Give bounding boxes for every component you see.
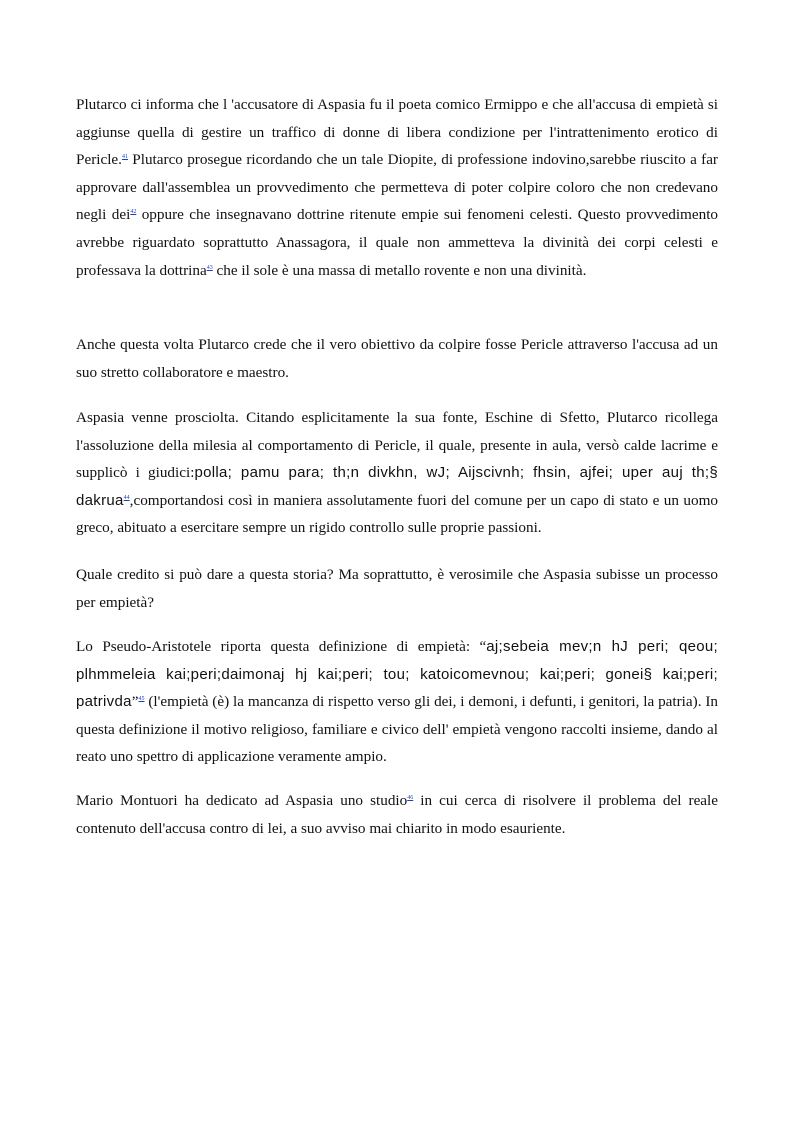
paragraph-text: ”	[131, 693, 139, 711]
footnote-link-45[interactable]: 45	[138, 696, 145, 703]
paragraph-text: che il sole è una massa di metallo rovente e non una divinità.	[212, 261, 587, 279]
paragraph-2	[76, 331, 718, 386]
paragraph-text: Plutarco prosegue ricordando che un tale Diopite, di professione indovino,sarebbe riuscito a far approvare dall'assemblea un provvedimento che permetteva di poter colpire coloro che non credevano negli dei	[76, 151, 718, 224]
greek-quote: polla; pamu para; th;n divkhn, wJ; Aijscivnh; fhsin, ajfei; uper auj th;§ dakrua	[76, 464, 719, 509]
footnote-link-41[interactable]: 41	[121, 154, 128, 161]
paragraph-6	[76, 787, 718, 842]
footnote-link-46[interactable]: 46	[407, 794, 414, 801]
paragraph-text: Quale credito si può dare a questa storia? Ma soprattutto, è verosimile che Aspasia subisse un processo per empietà?	[76, 566, 718, 611]
paragraph-text: oppure che insegnavano dottrine ritenute empie sui fenomeni celesti. Questo provvedimento avrebbe riguardato soprattutto Anassagora, il quale non ammetteva la divinità dei corpi celesti e professava la dottrina	[76, 206, 719, 279]
paragraph-text: Anche questa volta Plutarco crede che il vero obiettivo da colpire fosse Pericle attraverso l'accusa ad un suo stretto collaboratore e maestro.	[76, 336, 718, 381]
paragraph-5	[76, 633, 718, 771]
paragraph-4	[76, 561, 718, 616]
paragraph-text: in cui cerca di risolvere il problema del reale contenuto dell'accusa contro di lei, a suo avviso mai chiarito in modo esauriente.	[76, 792, 719, 837]
footnote-link-43[interactable]: 43	[206, 264, 213, 271]
paragraph-1	[76, 91, 718, 284]
paragraph-text: (l'empietà (è) la mancanza di rispetto verso gli dei, i demoni, i defunti, i genitori, la patria). In questa definizione il motivo religioso, familiare e civico dell' empietà vengono raccolti insieme, dando al reato uno spettro di applicazione veramente ampio.	[76, 693, 718, 766]
paragraph-text: Mario Montuori ha dedicato ad Aspasia uno studio	[76, 792, 408, 809]
greek-quote: aj;sebeia mev;n hJ peri; qeou; plhmmeleia kai;peri;daimonaj hj kai;peri; tou; katoicomevnou; kai;peri; gonei§ kai;peri; patrivda	[76, 638, 719, 711]
paragraph-text: Aspasia venne prosciolta. Citando esplicitamente la sua fonte, Eschine di Sfetto, Plutarco ricollega l'assoluzione della milesia al comportamento di Pericle, il quale, presente in aula, versò calde lacrime e supplicò i giudici:	[76, 409, 718, 482]
paragraph-text: Plutarco ci informa che l 'accusatore di Aspasia fu il poeta comico Ermippo e che all'accusa di empietà si aggiunse quella di gestire un traffico di donne di libera condizione per l'intrattenimento erotico di Pericle.	[76, 96, 718, 169]
paragraph-3	[76, 404, 718, 542]
footnote-link-42[interactable]: 42	[130, 209, 137, 216]
footnote-link-44[interactable]: 44	[123, 494, 130, 501]
paragraph-text: Lo Pseudo-Aristotele riporta questa definizione di empietà: “	[76, 638, 487, 655]
paragraph-text: ,comportandosi così in maniera assolutamente fuori del comune per un capo di stato e un uomo greco, abituato a esercitare sempre un rigido controllo sulle proprie passioni.	[76, 491, 718, 537]
